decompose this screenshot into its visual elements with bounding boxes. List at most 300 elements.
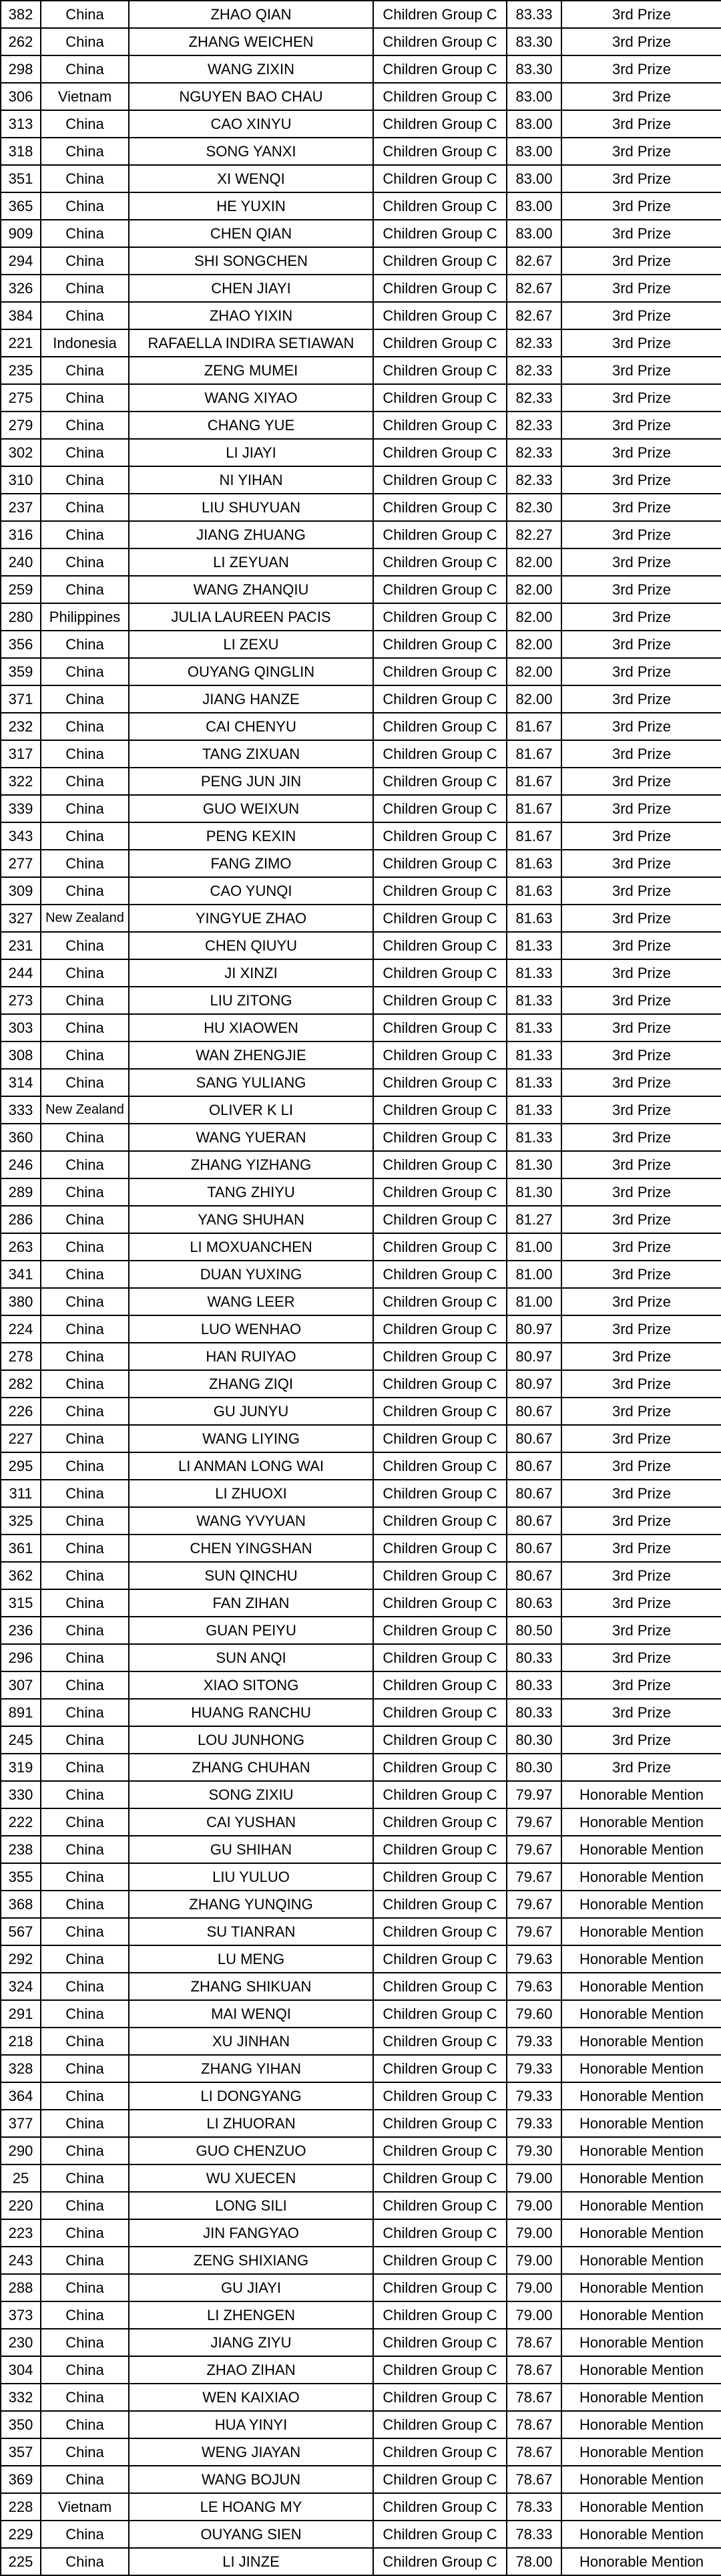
score-cell: 81.67 (507, 713, 561, 740)
table-row (1, 466, 721, 494)
award-cell: Honorable Mention (561, 2192, 721, 2219)
score-cell: 81.63 (507, 905, 561, 932)
score-cell: 81.30 (507, 1178, 561, 1206)
group-cell: Children Group C (373, 1480, 507, 1507)
group-cell: Children Group C (373, 2028, 507, 2055)
score-cell: 79.67 (507, 1891, 561, 1918)
score-cell: 79.00 (507, 2164, 561, 2192)
award-cell: 3rd Prize (561, 110, 721, 138)
id-cell: 343 (1, 822, 41, 850)
country-cell: New Zealand (41, 905, 129, 932)
group-cell: Children Group C (373, 822, 507, 850)
group-cell: Children Group C (373, 2384, 507, 2411)
score-cell: 83.30 (507, 28, 561, 55)
score-cell: 78.67 (507, 2356, 561, 2384)
name-cell: GU SHIHAN (129, 1836, 373, 1863)
country-cell: China (41, 1041, 129, 1069)
table-row (1, 2438, 721, 2466)
award-cell: 3rd Prize (561, 1507, 721, 1535)
id-cell: 362 (1, 1562, 41, 1589)
country-cell: Philippines (41, 603, 129, 631)
score-cell: 83.00 (507, 192, 561, 220)
id-cell: 229 (1, 2521, 41, 2548)
score-cell: 81.33 (507, 932, 561, 959)
table-row (1, 1480, 721, 1507)
score-cell: 80.33 (507, 1644, 561, 1671)
group-cell: Children Group C (373, 138, 507, 165)
group-cell: Children Group C (373, 329, 507, 357)
id-cell: 310 (1, 466, 41, 494)
score-cell: 82.00 (507, 631, 561, 658)
id-cell: 567 (1, 1918, 41, 1945)
country-cell: China (41, 740, 129, 768)
country-cell: China (41, 1535, 129, 1562)
country-cell: China (41, 1261, 129, 1288)
score-cell: 81.00 (507, 1233, 561, 1261)
country-cell: China (41, 2000, 129, 2028)
award-cell: Honorable Mention (561, 2110, 721, 2137)
country-cell: China (41, 1206, 129, 1233)
table-row (1, 768, 721, 795)
table-row (1, 2493, 721, 2521)
table-row (1, 905, 721, 932)
country-cell: China (41, 2466, 129, 2493)
country-cell: China (41, 1343, 129, 1370)
table-row (1, 1973, 721, 2000)
id-cell: 288 (1, 2274, 41, 2301)
name-cell: ZHANG WEICHEN (129, 28, 373, 55)
table-row (1, 2329, 721, 2356)
group-cell: Children Group C (373, 576, 507, 603)
country-cell: China (41, 1973, 129, 2000)
table-row (1, 55, 721, 83)
table-row (1, 2548, 721, 2575)
name-cell: XU JINHAN (129, 2028, 373, 2055)
table-row (1, 412, 721, 439)
id-cell: 226 (1, 1398, 41, 1425)
score-cell: 80.97 (507, 1370, 561, 1398)
country-cell: China (41, 685, 129, 713)
award-cell: 3rd Prize (561, 987, 721, 1014)
name-cell: PENG JUN JIN (129, 768, 373, 795)
table-row (1, 850, 721, 877)
award-cell: 3rd Prize (561, 28, 721, 55)
score-cell: 83.00 (507, 165, 561, 192)
name-cell: WU XUECEN (129, 2164, 373, 2192)
name-cell: LI JIAYI (129, 439, 373, 466)
award-cell: 3rd Prize (561, 521, 721, 548)
name-cell: WEN KAIXIAO (129, 2384, 373, 2411)
award-cell: 3rd Prize (561, 1535, 721, 1562)
group-cell: Children Group C (373, 302, 507, 329)
name-cell: SANG YULIANG (129, 1069, 373, 1096)
score-cell: 81.33 (507, 1014, 561, 1041)
group-cell: Children Group C (373, 110, 507, 138)
table-row (1, 2411, 721, 2438)
score-cell: 82.67 (507, 247, 561, 275)
id-cell: 263 (1, 1233, 41, 1261)
award-cell: 3rd Prize (561, 466, 721, 494)
name-cell: NI YIHAN (129, 466, 373, 494)
name-cell: ZHAO QIAN (129, 1, 373, 28)
country-cell: China (41, 1589, 129, 1617)
award-cell: Honorable Mention (561, 2000, 721, 2028)
group-cell: Children Group C (373, 1233, 507, 1261)
score-cell: 82.00 (507, 603, 561, 631)
table-row (1, 795, 721, 822)
table-row (1, 2192, 721, 2219)
country-cell: China (41, 658, 129, 685)
country-cell: China (41, 1562, 129, 1589)
id-cell: 311 (1, 1480, 41, 1507)
id-cell: 339 (1, 795, 41, 822)
id-cell: 228 (1, 2493, 41, 2521)
id-cell: 279 (1, 412, 41, 439)
id-cell: 382 (1, 1, 41, 28)
table-row (1, 2219, 721, 2247)
group-cell: Children Group C (373, 1562, 507, 1589)
score-cell: 78.67 (507, 2411, 561, 2438)
table-row (1, 192, 721, 220)
group-cell: Children Group C (373, 1726, 507, 1754)
country-cell: China (41, 2384, 129, 2411)
group-cell: Children Group C (373, 1425, 507, 1452)
award-cell: Honorable Mention (561, 2548, 721, 2575)
country-cell: China (41, 1069, 129, 1096)
country-cell: China (41, 2301, 129, 2329)
award-cell: 3rd Prize (561, 1, 721, 28)
table-row (1, 1891, 721, 1918)
group-cell: Children Group C (373, 2000, 507, 2028)
table-row (1, 822, 721, 850)
name-cell: FANG ZIMO (129, 850, 373, 877)
name-cell: ZHAO YIXIN (129, 302, 373, 329)
name-cell: WANG LIYING (129, 1425, 373, 1452)
country-cell: China (41, 2137, 129, 2164)
table-row (1, 1836, 721, 1863)
country-cell: China (41, 28, 129, 55)
name-cell: ZENG SHIXIANG (129, 2247, 373, 2274)
name-cell: LI ZHENGEN (129, 2301, 373, 2329)
score-cell: 79.63 (507, 1945, 561, 1973)
group-cell: Children Group C (373, 740, 507, 768)
table-row (1, 1, 721, 28)
country-cell: China (41, 2329, 129, 2356)
name-cell: OUYANG SIEN (129, 2521, 373, 2548)
award-cell: 3rd Prize (561, 302, 721, 329)
award-cell: 3rd Prize (561, 1069, 721, 1096)
group-cell: Children Group C (373, 220, 507, 247)
country-cell: China (41, 412, 129, 439)
name-cell: ZHANG SHIKUAN (129, 1973, 373, 2000)
award-cell: 3rd Prize (561, 850, 721, 877)
country-cell: China (41, 1836, 129, 1863)
award-cell: 3rd Prize (561, 1370, 721, 1398)
award-cell: 3rd Prize (561, 1589, 721, 1617)
country-cell: China (41, 494, 129, 521)
group-cell: Children Group C (373, 1288, 507, 1315)
id-cell: 361 (1, 1535, 41, 1562)
group-cell: Children Group C (373, 2438, 507, 2466)
country-cell: China (41, 932, 129, 959)
table-row (1, 2247, 721, 2274)
score-cell: 80.67 (507, 1480, 561, 1507)
name-cell: TANG ZHIYU (129, 1178, 373, 1206)
score-cell: 78.00 (507, 2548, 561, 2575)
country-cell: China (41, 2548, 129, 2575)
score-cell: 80.50 (507, 1617, 561, 1644)
id-cell: 220 (1, 2192, 41, 2219)
name-cell: LI ZEYUAN (129, 548, 373, 576)
country-cell: China (41, 220, 129, 247)
table-row (1, 932, 721, 959)
award-cell: Honorable Mention (561, 2438, 721, 2466)
group-cell: Children Group C (373, 1096, 507, 1124)
score-cell: 83.30 (507, 55, 561, 83)
score-cell: 80.67 (507, 1398, 561, 1425)
country-cell: China (41, 466, 129, 494)
id-cell: 373 (1, 2301, 41, 2329)
country-cell: Indonesia (41, 329, 129, 357)
id-cell: 302 (1, 439, 41, 466)
award-cell: Honorable Mention (561, 2055, 721, 2082)
score-cell: 82.33 (507, 329, 561, 357)
score-cell: 81.33 (507, 1041, 561, 1069)
name-cell: TANG ZIXUAN (129, 740, 373, 768)
country-cell: China (41, 55, 129, 83)
table-row (1, 2164, 721, 2192)
award-cell: 3rd Prize (561, 1754, 721, 1781)
group-cell: Children Group C (373, 1836, 507, 1863)
score-cell: 82.27 (507, 521, 561, 548)
country-cell: China (41, 1178, 129, 1206)
name-cell: ZHAO ZIHAN (129, 2356, 373, 2384)
id-cell: 325 (1, 1507, 41, 1535)
score-cell: 82.33 (507, 357, 561, 384)
score-cell: 81.63 (507, 877, 561, 905)
id-cell: 236 (1, 1617, 41, 1644)
country-cell: China (41, 1644, 129, 1671)
award-cell: 3rd Prize (561, 1288, 721, 1315)
group-cell: Children Group C (373, 631, 507, 658)
country-cell: China (41, 1945, 129, 1973)
group-cell: Children Group C (373, 2055, 507, 2082)
name-cell: WANG YUERAN (129, 1124, 373, 1151)
country-cell: China (41, 1754, 129, 1781)
table-row (1, 1178, 721, 1206)
group-cell: Children Group C (373, 1973, 507, 2000)
table-row (1, 1041, 721, 1069)
table-row (1, 658, 721, 685)
table-row (1, 138, 721, 165)
table-row (1, 83, 721, 110)
award-cell: 3rd Prize (561, 55, 721, 83)
award-cell: 3rd Prize (561, 1398, 721, 1425)
country-cell: China (41, 357, 129, 384)
score-cell: 80.67 (507, 1507, 561, 1535)
score-cell: 81.33 (507, 1096, 561, 1124)
country-cell: China (41, 1452, 129, 1480)
name-cell: OUYANG QINGLIN (129, 658, 373, 685)
group-cell: Children Group C (373, 932, 507, 959)
table-row (1, 1617, 721, 1644)
group-cell: Children Group C (373, 1014, 507, 1041)
group-cell: Children Group C (373, 2356, 507, 2384)
group-cell: Children Group C (373, 2274, 507, 2301)
id-cell: 314 (1, 1069, 41, 1096)
score-cell: 82.33 (507, 439, 561, 466)
score-cell: 79.00 (507, 2247, 561, 2274)
table-row (1, 2000, 721, 2028)
score-cell: 80.33 (507, 1671, 561, 1699)
score-cell: 83.00 (507, 110, 561, 138)
table-row (1, 1452, 721, 1480)
name-cell: CHEN QIAN (129, 220, 373, 247)
name-cell: GU JUNYU (129, 1398, 373, 1425)
group-cell: Children Group C (373, 2521, 507, 2548)
group-cell: Children Group C (373, 2164, 507, 2192)
country-cell: China (41, 384, 129, 412)
table-row (1, 2028, 721, 2055)
name-cell: LE HOANG MY (129, 2493, 373, 2521)
score-cell: 78.67 (507, 2438, 561, 2466)
name-cell: CAI CHENYU (129, 713, 373, 740)
id-cell: 245 (1, 1726, 41, 1754)
table-row (1, 2356, 721, 2384)
group-cell: Children Group C (373, 1151, 507, 1178)
score-cell: 78.67 (507, 2384, 561, 2411)
name-cell: JULIA LAUREEN PACIS (129, 603, 373, 631)
country-cell: China (41, 439, 129, 466)
name-cell: WANG XIYAO (129, 384, 373, 412)
id-cell: 307 (1, 1671, 41, 1699)
id-cell: 364 (1, 2082, 41, 2110)
award-cell: Honorable Mention (561, 2137, 721, 2164)
country-cell: China (41, 2274, 129, 2301)
group-cell: Children Group C (373, 521, 507, 548)
id-cell: 326 (1, 275, 41, 302)
name-cell: LI ZEXU (129, 631, 373, 658)
table-row (1, 1233, 721, 1261)
score-cell: 80.30 (507, 1726, 561, 1754)
award-cell: 3rd Prize (561, 1014, 721, 1041)
award-cell: 3rd Prize (561, 329, 721, 357)
award-cell: Honorable Mention (561, 2329, 721, 2356)
table-row (1, 1343, 721, 1370)
award-cell: Honorable Mention (561, 1945, 721, 1973)
group-cell: Children Group C (373, 83, 507, 110)
table-row (1, 959, 721, 987)
score-cell: 81.67 (507, 768, 561, 795)
award-cell: 3rd Prize (561, 1480, 721, 1507)
id-cell: 275 (1, 384, 41, 412)
score-cell: 81.33 (507, 987, 561, 1014)
name-cell: YANG SHUHAN (129, 1206, 373, 1233)
award-cell: Honorable Mention (561, 1863, 721, 1891)
name-cell: LIU ZITONG (129, 987, 373, 1014)
name-cell: JIANG ZIYU (129, 2329, 373, 2356)
id-cell: 235 (1, 357, 41, 384)
group-cell: Children Group C (373, 1671, 507, 1699)
group-cell: Children Group C (373, 987, 507, 1014)
group-cell: Children Group C (373, 1535, 507, 1562)
table-row (1, 302, 721, 329)
group-cell: Children Group C (373, 1918, 507, 1945)
table-row (1, 1535, 721, 1562)
score-cell: 82.33 (507, 384, 561, 412)
table-row (1, 2466, 721, 2493)
name-cell: HAN RUIYAO (129, 1343, 373, 1370)
country-cell: China (41, 2110, 129, 2137)
score-cell: 81.33 (507, 959, 561, 987)
table-row (1, 521, 721, 548)
country-cell: New Zealand (41, 1096, 129, 1124)
group-cell: Children Group C (373, 1398, 507, 1425)
table-row (1, 110, 721, 138)
table-row (1, 1699, 721, 1726)
id-cell: 259 (1, 576, 41, 603)
name-cell: LI MOXUANCHEN (129, 1233, 373, 1261)
id-cell: 332 (1, 2384, 41, 2411)
group-cell: Children Group C (373, 1863, 507, 1891)
table-row (1, 2082, 721, 2110)
id-cell: 225 (1, 2548, 41, 2575)
name-cell: SONG YANXI (129, 138, 373, 165)
award-cell: 3rd Prize (561, 1124, 721, 1151)
name-cell: CAO YUNQI (129, 877, 373, 905)
table-row (1, 1918, 721, 1945)
score-cell: 81.63 (507, 850, 561, 877)
award-cell: 3rd Prize (561, 1233, 721, 1261)
table-row (1, 329, 721, 357)
group-cell: Children Group C (373, 1261, 507, 1288)
name-cell: LIU YULUO (129, 1863, 373, 1891)
group-cell: Children Group C (373, 1370, 507, 1398)
award-cell: 3rd Prize (561, 713, 721, 740)
id-cell: 315 (1, 1589, 41, 1617)
name-cell: LOU JUNHONG (129, 1726, 373, 1754)
country-cell: China (41, 1, 129, 28)
score-cell: 80.33 (507, 1699, 561, 1726)
award-cell: 3rd Prize (561, 220, 721, 247)
group-cell: Children Group C (373, 713, 507, 740)
country-cell: China (41, 850, 129, 877)
group-cell: Children Group C (373, 1041, 507, 1069)
country-cell: China (41, 165, 129, 192)
country-cell: China (41, 1370, 129, 1398)
id-cell: 278 (1, 1343, 41, 1370)
name-cell: JIN FANGYAO (129, 2219, 373, 2247)
table-row (1, 1863, 721, 1891)
table-row (1, 631, 721, 658)
country-cell: China (41, 713, 129, 740)
award-cell: 3rd Prize (561, 576, 721, 603)
name-cell: SONG ZIXIU (129, 1781, 373, 1808)
score-cell: 83.00 (507, 83, 561, 110)
group-cell: Children Group C (373, 1589, 507, 1617)
name-cell: LU MENG (129, 1945, 373, 1973)
score-cell: 79.67 (507, 1808, 561, 1836)
table-row (1, 1589, 721, 1617)
award-cell: 3rd Prize (561, 1452, 721, 1480)
country-cell: China (41, 1808, 129, 1836)
country-cell: China (41, 1124, 129, 1151)
table-row (1, 1315, 721, 1343)
id-cell: 286 (1, 1206, 41, 1233)
name-cell: CAO XINYU (129, 110, 373, 138)
group-cell: Children Group C (373, 1315, 507, 1343)
group-cell: Children Group C (373, 275, 507, 302)
